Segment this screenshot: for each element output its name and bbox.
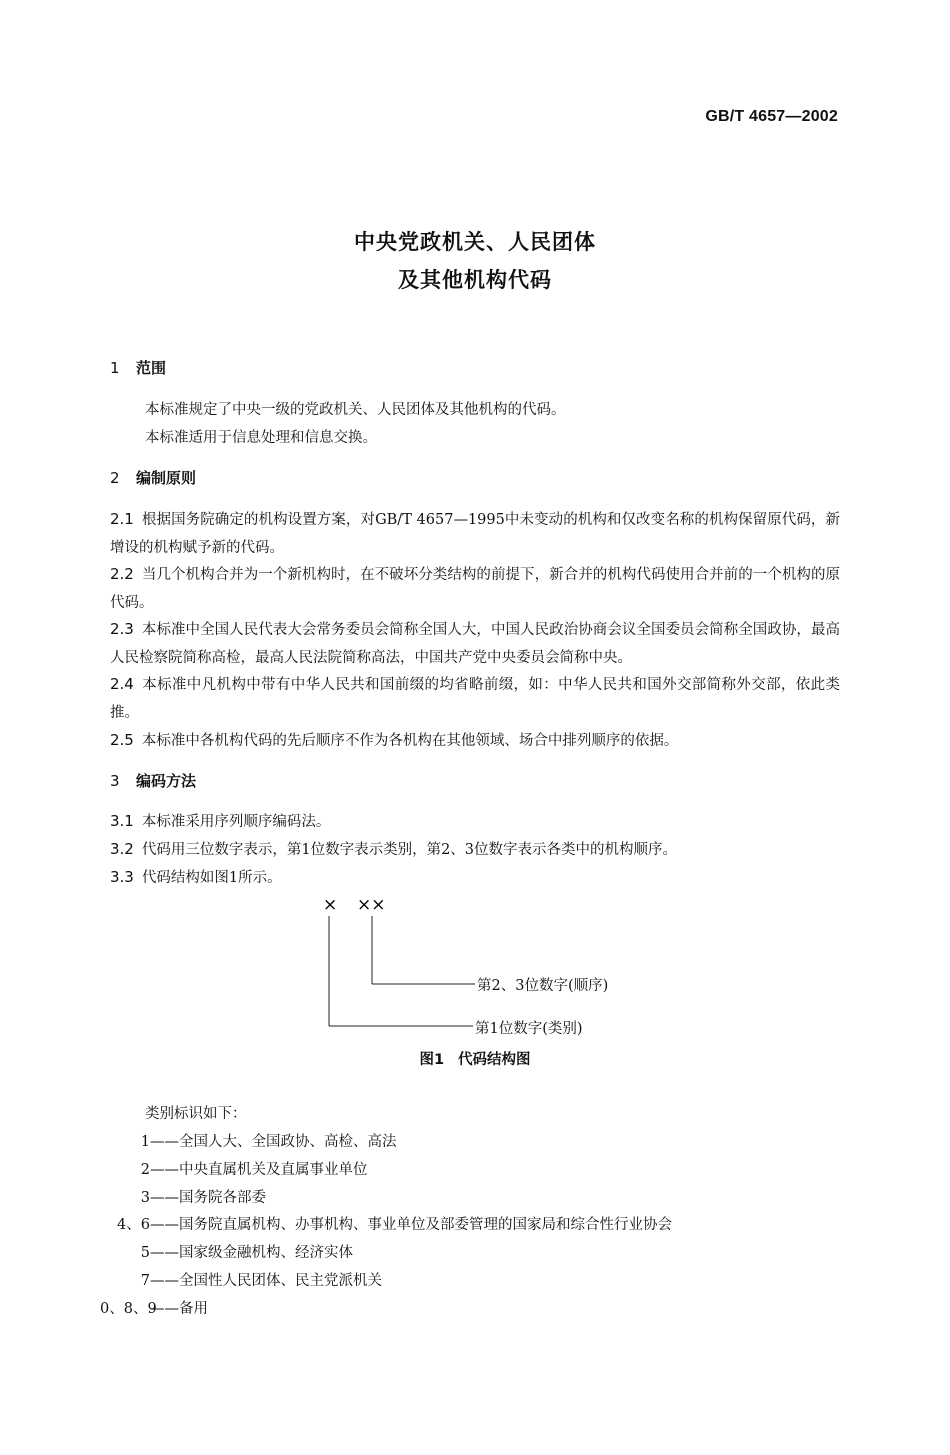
category-description: 备用 [179,1301,208,1317]
category-dash: —— [150,1245,179,1261]
category-row-4-6 [100,1213,672,1234]
category-code: 3 [140,1190,150,1206]
category-dash: —— [150,1190,179,1206]
category-digit-label: 第1位数字(类别) [475,1021,583,1037]
clause-text: 本标准中各机构代码的先后顺序不作为各机构在其他领域、场合中排列顺序的依据。 [141,733,679,749]
document-title-line-1: 中央党政机关、人民团体 [354,230,596,254]
standard-number: GB/T 4657—2002 [705,108,838,125]
first-digit-symbol: × [323,895,338,915]
clause-3-2 [110,838,677,859]
category-row-5 [100,1241,353,1262]
category-code: 4、6 [117,1217,150,1233]
section-1-heading [110,357,166,378]
clause-number: 3.3 [110,868,134,886]
clause-number: 2.4 [110,675,134,693]
scope-paragraph-1: 本标准规定了中央一级的党政机关、人民团体及其他机构的代码。 [145,402,566,418]
category-code: 2 [140,1162,150,1178]
clause-text: 代码结构如图1所示。 [141,870,282,886]
section-3-heading [110,770,196,791]
section-title: 编制原则 [136,469,197,487]
category-dash: —— [150,1162,179,1178]
category-code: 7 [140,1273,150,1289]
clause-text: 本标准中全国人民代表大会常务委员会简称全国人大，中国人民政治协商会议全国委员会简称全国政协，最高人民检察院简称高检，最高人民法院简称高法，中国共产党中央委员会简称中央。 [110,622,840,666]
figure-caption [0,1048,950,1069]
category-code: 1 [140,1134,150,1150]
order-digits-label: 第2、3位数字(顺序) [477,978,609,994]
category-row-2 [100,1158,368,1179]
category-row-reserved [100,1297,208,1318]
category-description: 国家级金融机构、经济实体 [179,1245,353,1261]
clause-2-2 [110,560,840,617]
clause-number: 2.3 [110,620,134,638]
category-description: 全国性人民团体、民主党派机关 [179,1273,382,1289]
clause-number: 3.2 [110,840,134,858]
category-dash: —— [150,1301,179,1317]
clause-text: 根据国务院确定的机构设置方案，对GB/T 4657—1995中未变动的机构和仅改变名称的机构保留原代码，新增设的机构赋予新的代码。 [110,512,840,556]
clause-2-1 [110,505,840,562]
category-description: 国务院直属机构、办事机构、事业单位及部委管理的国家局和综合性行业协会 [179,1217,672,1233]
figure-number: 图1 [419,1052,445,1068]
category-description: 国务院各部委 [179,1190,266,1206]
clause-number: 3.1 [110,812,134,830]
section-title: 编码方法 [136,772,197,790]
clause-3-3 [110,866,282,887]
category-row-7 [100,1269,382,1290]
clause-3-1 [110,810,330,831]
section-2-heading [110,467,196,488]
order-digits-symbol: ×× [357,895,386,915]
clause-2-3 [110,615,840,672]
section-number: 3 [110,772,120,790]
section-title: 范围 [136,359,167,377]
clause-number: 2.5 [110,731,134,749]
clause-text: 代码用三位数字表示，第1位数字表示类别，第2、3位数字表示各类中的机构顺序。 [141,842,678,858]
category-description: 中央直属机关及直属事业单位 [179,1162,368,1178]
clause-text: 本标准采用序列顺序编码法。 [141,814,331,830]
category-row-3 [100,1186,266,1207]
figure-title: 代码结构图 [458,1052,531,1068]
category-description: 全国人大、全国政协、高检、高法 [179,1134,397,1150]
section-number: 1 [110,359,120,377]
category-dash: —— [150,1217,179,1233]
category-intro: 类别标识如下： [145,1106,247,1122]
section-number: 2 [110,469,120,487]
category-code: 5 [140,1245,150,1261]
clause-number: 2.1 [110,510,134,528]
category-code: 0、8、9 [100,1301,157,1317]
document-title-line-2: 及其他机构代码 [398,268,552,292]
clause-2-4 [110,670,840,727]
clause-2-5 [110,729,678,750]
clause-text: 本标准中凡机构中带有中华人民共和国前缀的均省略前缀，如：中华人民共和国外交部简称外交部，依此类推。 [110,677,840,721]
scope-paragraph-2: 本标准适用于信息处理和信息交换。 [145,430,377,446]
clause-number: 2.2 [110,565,134,583]
category-row-1 [100,1130,397,1151]
category-dash: —— [150,1273,179,1289]
category-dash: —— [150,1134,179,1150]
clause-text: 当几个机构合并为一个新机构时，在不破坏分类结构的前提下，新合并的机构代码使用合并前的一个机构的原代码。 [110,567,840,611]
